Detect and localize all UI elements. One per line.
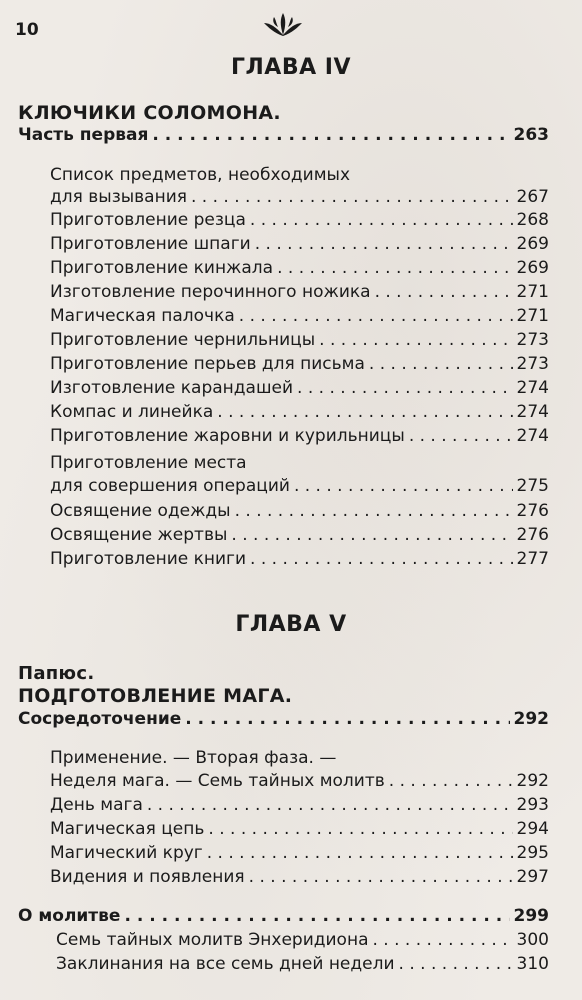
toc-entry-title: Приготовление кинжала [50,258,274,278]
toc-leader-dots [373,929,513,951]
toc-leader-dots [389,770,513,792]
toc-leader-dots [231,524,512,546]
toc-entry-title: Часть первая [18,125,149,145]
toc-entry-title: О молитве [18,906,121,926]
toc-entry-title: День мага [50,795,143,815]
toc-leader-dots [277,257,512,279]
toc-entry [50,818,549,840]
toc-entry-title: Магическая палочка [50,306,235,326]
toc-entry [50,866,549,888]
toc-entry [50,329,549,351]
toc-entry-page: 292 [516,771,549,791]
toc-entry-title: Магический круг [50,843,203,863]
toc-entry-prayer [18,905,549,927]
toc-entry-title: Магическая цепь [50,819,205,839]
toc-entry-title-line: Приготовление места [50,453,247,473]
toc-entry-page: 295 [516,843,549,863]
toc-entry-page: 274 [516,426,549,446]
toc-entry [56,953,549,975]
toc-entry-page: 277 [516,549,549,569]
toc-entry-page: 276 [516,525,549,545]
toc-leader-dots [294,475,513,497]
toc-entry [50,353,549,375]
toc-entry-page: 297 [516,867,549,887]
toc-entry-title: Приготовление перьев для письма [50,354,365,374]
toc-entry-page: 263 [513,125,549,145]
toc-leader-dots [239,305,513,327]
toc-entry-part-one [18,124,549,146]
toc-entry-title: Видения и появления [50,867,245,887]
toc-entry-concentration [18,708,549,730]
toc-entry-page: 276 [516,501,549,521]
toc-leader-dots [250,548,513,570]
toc-leader-dots [250,209,513,231]
toc-entry-page: 273 [516,354,549,374]
toc-entry-title-line: Применение. — Вторая фаза. — [50,748,337,768]
toc-entry-title: для вызывания [50,187,187,207]
toc-leader-dots [191,186,513,208]
toc-entry-title: Семь тайных молитв Энхеридиона [56,930,369,950]
toc-entry-title: Освящение одежды [50,501,231,521]
toc-leader-dots [235,500,513,522]
toc-entry-title: Неделя мага. — Семь тайных молитв [50,771,385,791]
toc-entry-title: Изготовление перочинного ножика [50,282,371,302]
toc-entry [50,770,549,792]
toc-leader-dots [369,353,513,375]
toc-entry [50,186,549,208]
toc-entry [50,257,549,279]
toc-entry [50,233,549,255]
toc-leader-dots [297,377,513,399]
toc-entry-page: 273 [516,330,549,350]
toc-entry [50,401,549,423]
toc-entry-page: 293 [516,795,549,815]
toc-entry-page: 300 [516,930,549,950]
chapter-5-author: Папюс. [18,663,95,684]
chapter-5-heading: ПОДГОТОВЛЕНИЕ МАГА. [18,685,293,707]
toc-leader-dots [217,401,512,423]
toc-entry-title: Изготовление карандашей [50,378,294,398]
toc-entry [50,524,549,546]
chapter-4-title: ГЛАВА IV [231,55,351,80]
toc-entry-page: 275 [516,476,549,496]
toc-entry-title: Приготовление книги [50,549,247,569]
chapter-5-title: ГЛАВА V [235,612,347,637]
toc-entry-page: 271 [516,306,549,326]
toc-leader-dots [319,329,512,351]
toc-entry-title: Компас и линейка [50,402,214,422]
toc-entry-page: 268 [516,210,549,230]
toc-entry-page: 310 [516,954,549,974]
toc-leader-dots [399,953,513,975]
chapter-4-heading: КЛЮЧИКИ СОЛОМОНА. [18,102,281,124]
toc-entry-page: 271 [516,282,549,302]
toc-entry-title: Приготовление чернильницы [50,330,316,350]
toc-entry-page: 267 [516,187,549,207]
toc-entry [50,305,549,327]
toc-entry-page: 269 [516,258,549,278]
toc-entry [50,500,549,522]
fleuron-ornament-icon [262,11,304,39]
toc-leader-dots [185,708,509,730]
toc-entry-title: Заклинания на все семь дней недели [56,954,395,974]
toc-leader-dots [207,842,513,864]
toc-entry-page: 269 [516,234,549,254]
toc-entry [56,929,549,951]
toc-entry-title: Приготовление шпаги [50,234,251,254]
toc-entry-page: 294 [516,819,549,839]
toc-entry-title: Приготовление резца [50,210,246,230]
toc-entry-page: 299 [513,906,549,926]
page-number: 10 [15,20,39,40]
toc-entry [50,281,549,303]
toc-leader-dots [152,124,509,146]
toc-leader-dots [147,794,513,816]
toc-entry-title: Приготовление жаровни и курильницы [50,426,405,446]
toc-entry-page: 274 [516,378,549,398]
toc-entry-title: для совершения операций [50,476,290,496]
toc-entry [50,842,549,864]
toc-leader-dots [208,818,512,840]
toc-entry [50,794,549,816]
toc-leader-dots [249,866,513,888]
toc-entry-page: 292 [513,709,549,729]
toc-entry [50,475,549,497]
toc-leader-dots [375,281,513,303]
toc-entry [50,548,549,570]
toc-entry [50,425,549,447]
toc-entry-title: Освящение жертвы [50,525,228,545]
toc-entry-title-line: Список предметов, необходимых [50,165,351,185]
toc-entry-page: 274 [516,402,549,422]
toc-leader-dots [409,425,513,447]
toc-entry-title: Сосредоточение [18,709,182,729]
toc-entry [50,209,549,231]
toc-leader-dots [124,905,509,927]
toc-leader-dots [255,233,513,255]
toc-entry [50,377,549,399]
